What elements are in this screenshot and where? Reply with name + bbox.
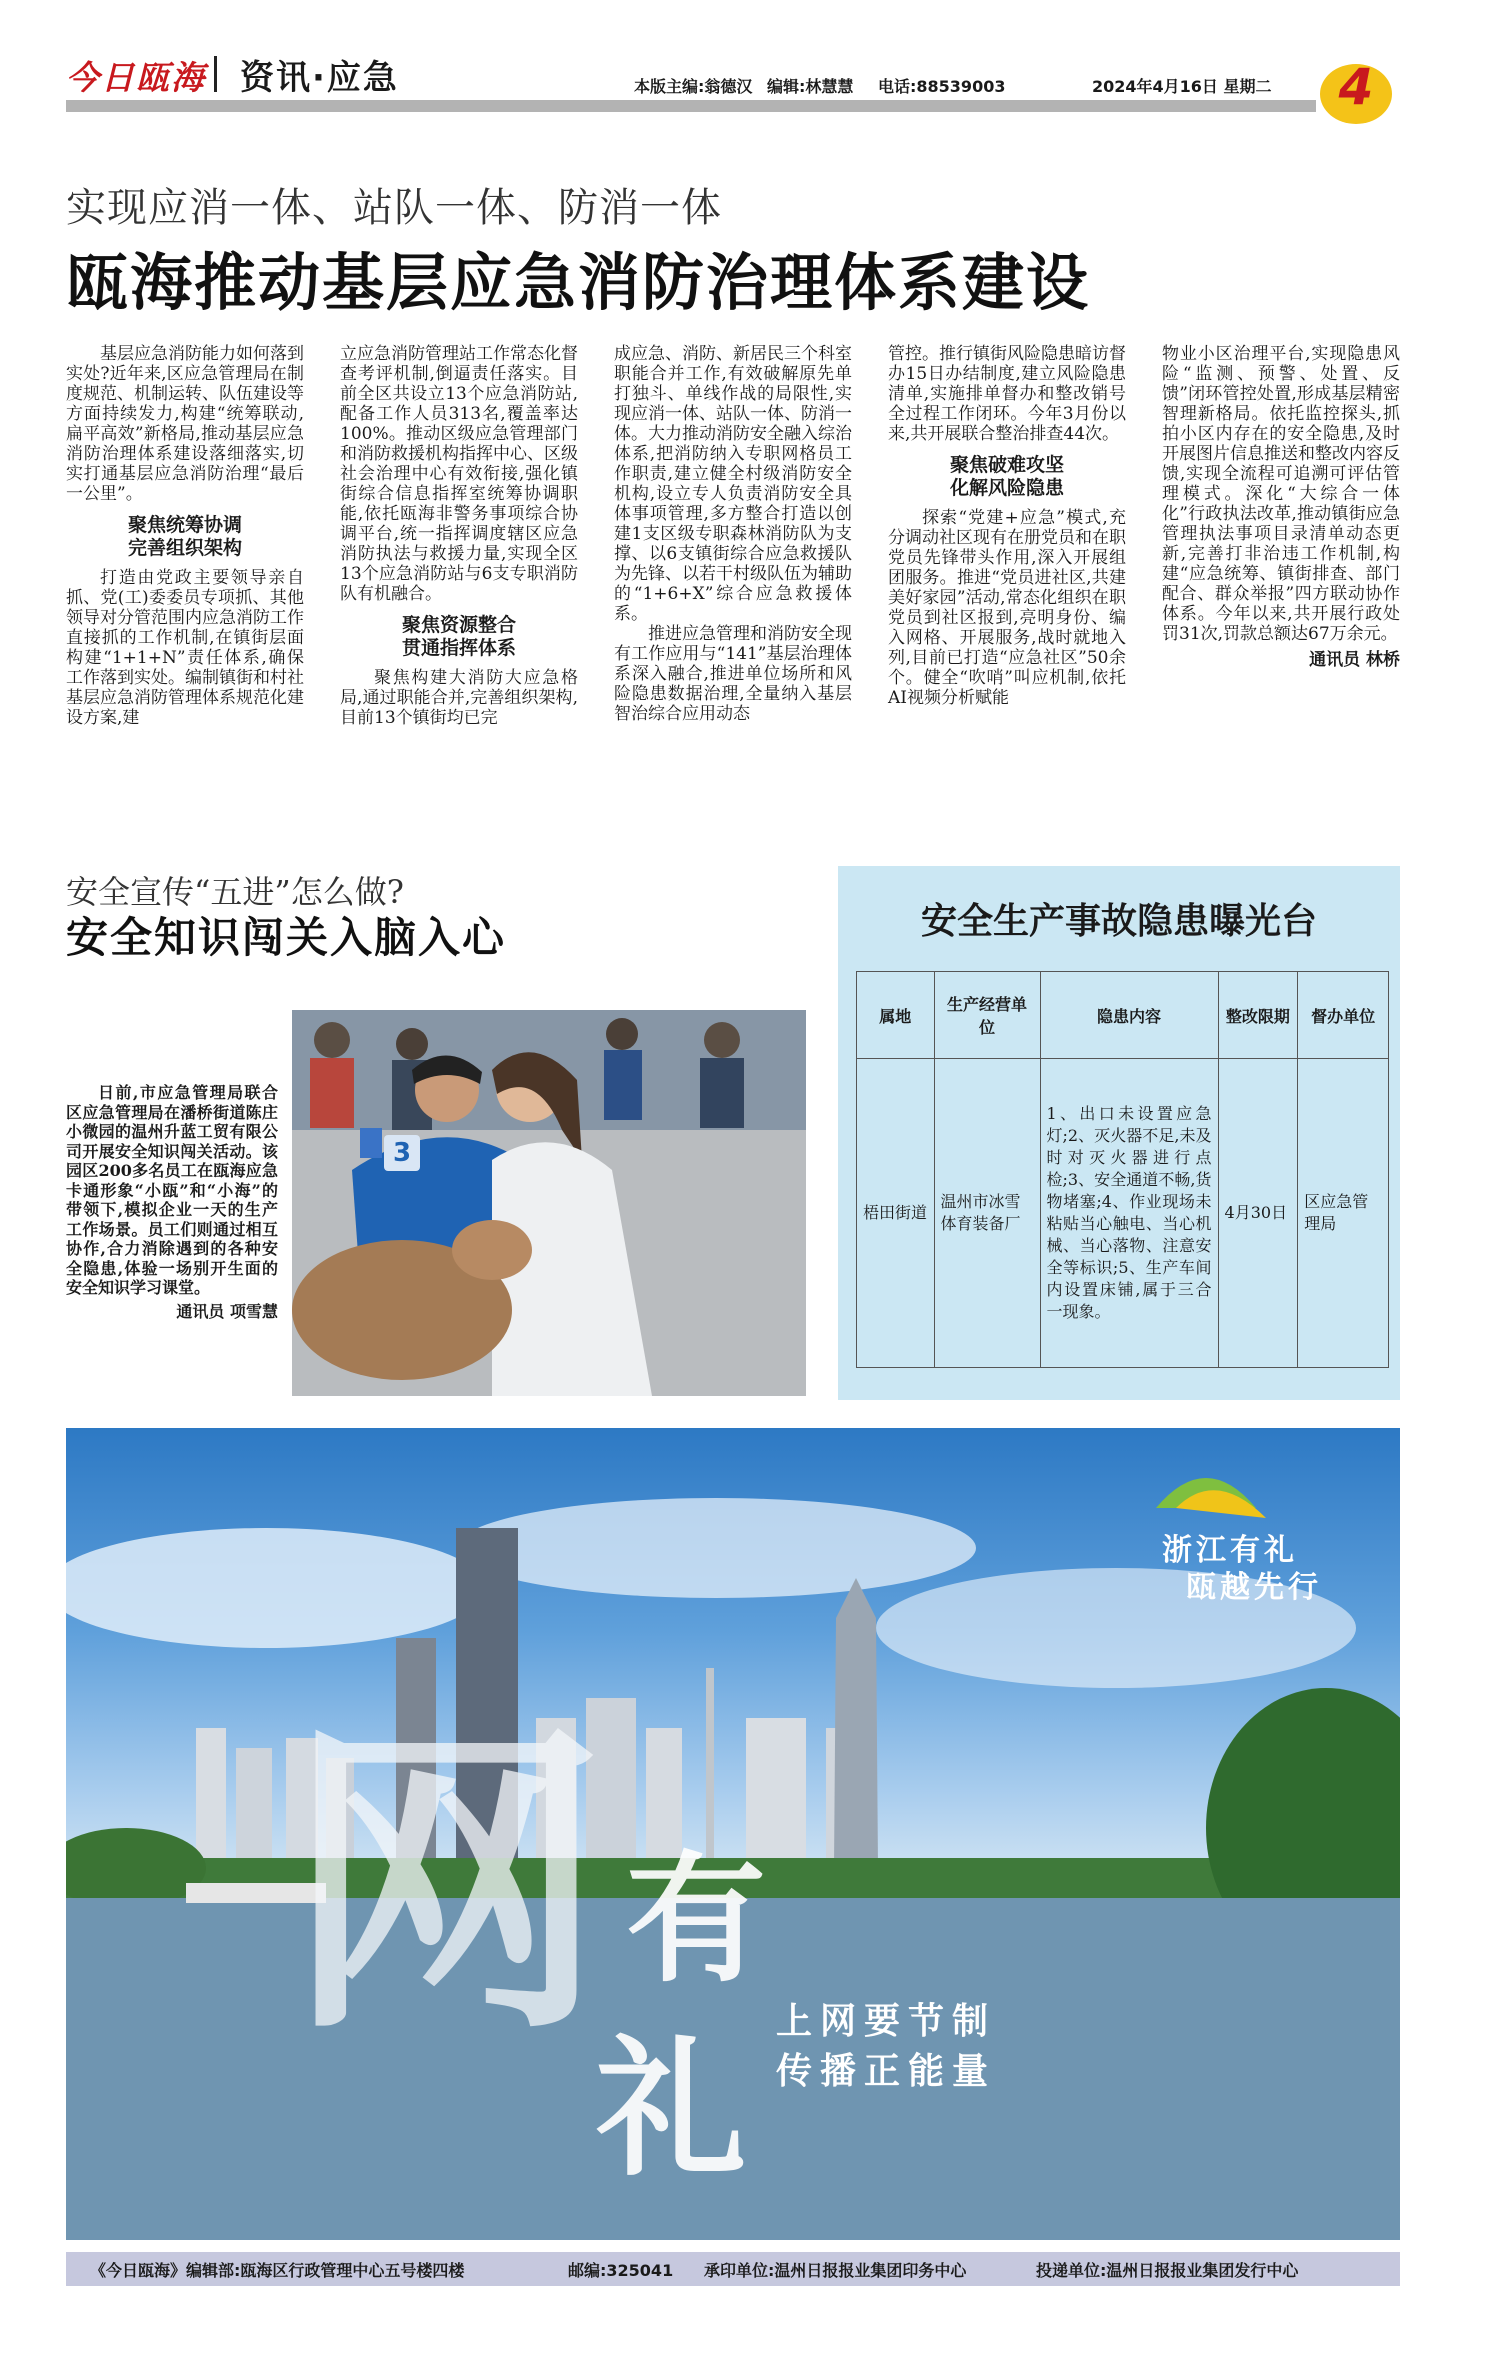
photo-caption — [66, 1083, 278, 1321]
paragraph: 管控。推行镇街风险隐患暗访督办15日办结制度,建立风险隐患清单,实施排单督办和整改销号全过程工作闭环。今年3月份以来,共开展联合整治排查44次。 — [888, 344, 1126, 444]
poster-char-wang: 网 — [286, 1697, 606, 2072]
masthead-rule — [66, 100, 1316, 112]
poster-char-you: 有 — [626, 1838, 767, 2002]
footer-office: 《今日瓯海》编辑部:瓯海区行政管理中心五号楼四楼 — [90, 2261, 465, 2280]
masthead-divider — [214, 56, 217, 92]
table-header-row — [857, 972, 1389, 1059]
story1-column-1 — [66, 344, 304, 728]
section-title: 资讯·应急 — [240, 58, 399, 98]
cell-supervisor: 区应急管理局 — [1298, 1059, 1389, 1368]
cell-locality: 梧田街道 — [857, 1059, 935, 1368]
paragraph: 成应急、消防、新居民三个科室职能合并工作,有效破解原先单打独斗、单线作战的局限性,实现应消一体、站队一体、防消一体。大力推动消防安全融入综治体系,把消防纳入专职网格员工作职责,建立健全村级消防安全机构,设立专人负责消防安全具体事项管理,多方整合打造以创建1支区级专职森林消防队为支撑、以6支镇街综合应急救援队为先锋、以若干村级队伍为辅助的“1+6+X”综合应急救援体系。 — [614, 344, 852, 624]
issue-date: 2024年4月16日 星期二 — [1092, 77, 1272, 96]
copy-editor-credit: 编辑:林慧慧 — [767, 77, 854, 96]
paragraph: 探索“党建+应急”模式,充分调动社区现有在册党员和在职党员先锋带头作用,深入开展组团服务。推进“党员进社区,共建美好家园”活动,常态化组织在职党员到社区报到,亮明身份、编入网格、开展服务,战时就地入列,目前已打造“应急社区”50余个。健全“吹哨”叫应机制,依托AI视频分析赋能 — [888, 508, 1126, 708]
column-header: 整改限期 — [1218, 972, 1298, 1059]
poster-char-li: 礼 — [596, 2021, 747, 2197]
story1-column-3 — [614, 344, 852, 724]
paragraph: 立应急消防管理站工作常态化督查考评机制,倒逼责任落实。目前全区共设立13个应急消防站,配备工作人员313名,覆盖率达100%。推动区级应急管理部门和消防救援机构指挥中心、区级社会治理中心有效衔接,强化镇街综合信息指挥室统筹协调职能,依托瓯海非警务事项综合协调平台,统一指挥调度辖区应急消防执法与救援力量,实现全区13个应急消防站与6支专职消防队有机融合。 — [340, 344, 578, 604]
poster-brand-line-2: 瓯越先行 — [1186, 1570, 1322, 1605]
masthead-logo: 今日瓯海 — [66, 58, 206, 97]
caption-text: 日前,市应急管理局联合区应急管理局在潘桥街道陈庄小微园的温州升蓝工贸有限公司开展安全知识闯关活动。该园区200多名员工在瓯海应急卡通形象“小瓯”和“小海”的带领下,模拟企业一天的生产工作场景。员工们则通过相互协作,合力消除遇到的各种安全隐患,体验一场别开生面的安全知识学习课堂。 — [66, 1083, 278, 1297]
cell-company: 温州市冰雪体育装备厂 — [934, 1059, 1040, 1368]
footer-distributor: 投递单位:温州日报报业集团发行中心 — [1036, 2261, 1299, 2280]
photo-illustration — [292, 1010, 806, 1396]
paragraph: 打造由党政主要领导亲自抓、党(工)委委员专项抓、其他领导对分管范围内应急消防工作直接抓的工作机制,在镇街层面构建“1+1+N”责任体系,确保工作落到实处。编制镇街和村社基层应急消防管理体系规范化建设方案,建 — [66, 568, 304, 728]
story1-byline: 通讯员 林桥 — [1309, 650, 1400, 670]
subheading: 聚焦资源整合 贯通指挥体系 — [401, 614, 516, 659]
poster-slogan-2: 传播正能量 — [776, 2051, 997, 2092]
story1-headline: 瓯海推动基层应急消防治理体系建设 — [66, 246, 1091, 319]
table-row — [857, 1059, 1389, 1368]
contestant-bib: 3 — [384, 1135, 420, 1171]
column-header: 隐患内容 — [1040, 972, 1218, 1059]
story1-column-2 — [340, 344, 578, 728]
column-header: 属地 — [857, 972, 935, 1059]
page-number: 4 — [1338, 58, 1374, 116]
cpr-training-photo — [292, 1010, 806, 1396]
hazard-panel-title: 安全生产事故隐患曝光台 — [920, 901, 1317, 942]
paragraph: 基层应急消防能力如何落到实处?近年来,区应急管理局在制度规范、机制运转、队伍建设等方面持续发力,构建“统筹联动,扁平高效”新格局,推动基层应急消防治理体系建设落细落实,切实打通基层应急消防治理“最后一公里”。 — [66, 344, 304, 504]
hazard-table — [856, 971, 1389, 1368]
subheading: 聚焦破难攻坚 化解风险隐患 — [949, 454, 1064, 499]
phone-number: 电话:88539003 — [878, 77, 1006, 96]
footer-postcode: 邮编:325041 — [568, 2261, 674, 2280]
column-header: 生产经营单位 — [934, 972, 1040, 1059]
story2-headline: 安全知识闯关入脑入心 — [66, 913, 507, 962]
paragraph: 推进应急管理和消防安全现有工作应用与“141”基层治理体系深入融合,推进单位场所和风险隐患数据治理,全量纳入基层智治综合应用动态 — [614, 624, 852, 724]
cell-deadline: 4月30日 — [1218, 1059, 1298, 1368]
story1-column-5 — [1162, 344, 1400, 670]
story2-kicker: 安全宣传“五进”怎么做? — [66, 873, 404, 911]
paragraph: 聚焦构建大消防大应急格局,通过职能合并,完善组织架构,目前13个镇街均已完 — [340, 668, 578, 728]
story2-byline: 通讯员 项雪慧 — [176, 1301, 278, 1321]
page-footer — [66, 2252, 1400, 2286]
cell-hazard-content: 1、出口未设置应急灯;2、灭火器不足,未及时对灭火器进行点检;3、安全通道不畅,货物堵塞;4、作业现场未粘贴当心触电、当心机械、当心落物、注意安全等标识;5、生产车间内设置床铺,属于三合一现象。 — [1040, 1059, 1218, 1368]
column-header: 督办单位 — [1298, 972, 1389, 1059]
story1-kicker: 实现应消一体、站队一体、防消一体 — [66, 185, 722, 231]
footer-printer: 承印单位:温州日报报业集团印务中心 — [704, 2261, 967, 2280]
poster-slogan-1: 上网要节制 — [776, 2001, 997, 2042]
editor-credit: 本版主编:翁德汉 — [634, 77, 753, 96]
paragraph: 物业小区治理平台,实现隐患风险“监测、预警、处置、反馈”闭环管控处置,形成基层精密智理新格局。依托监控探头,抓拍小区内存在的安全隐患,及时开展图片信息推送和整改内容反馈,实现全流程可追溯可评估管理模式。深化“大综合一体化”行政执法改革,推动镇街应急管理执法事项目录清单动态更新,完善打非治违工作机制,构建“应急统筹、镇街排查、部门配合、群众举报”四方联动协作体系。今年以来,共开展行政处罚31次,罚款总额达67万余元。 — [1162, 344, 1400, 644]
poster-brand-line-1: 浙江有礼 — [1162, 1533, 1298, 1568]
story1-column-4 — [888, 344, 1126, 708]
subheading: 聚焦统筹协调 完善组织架构 — [127, 514, 242, 559]
